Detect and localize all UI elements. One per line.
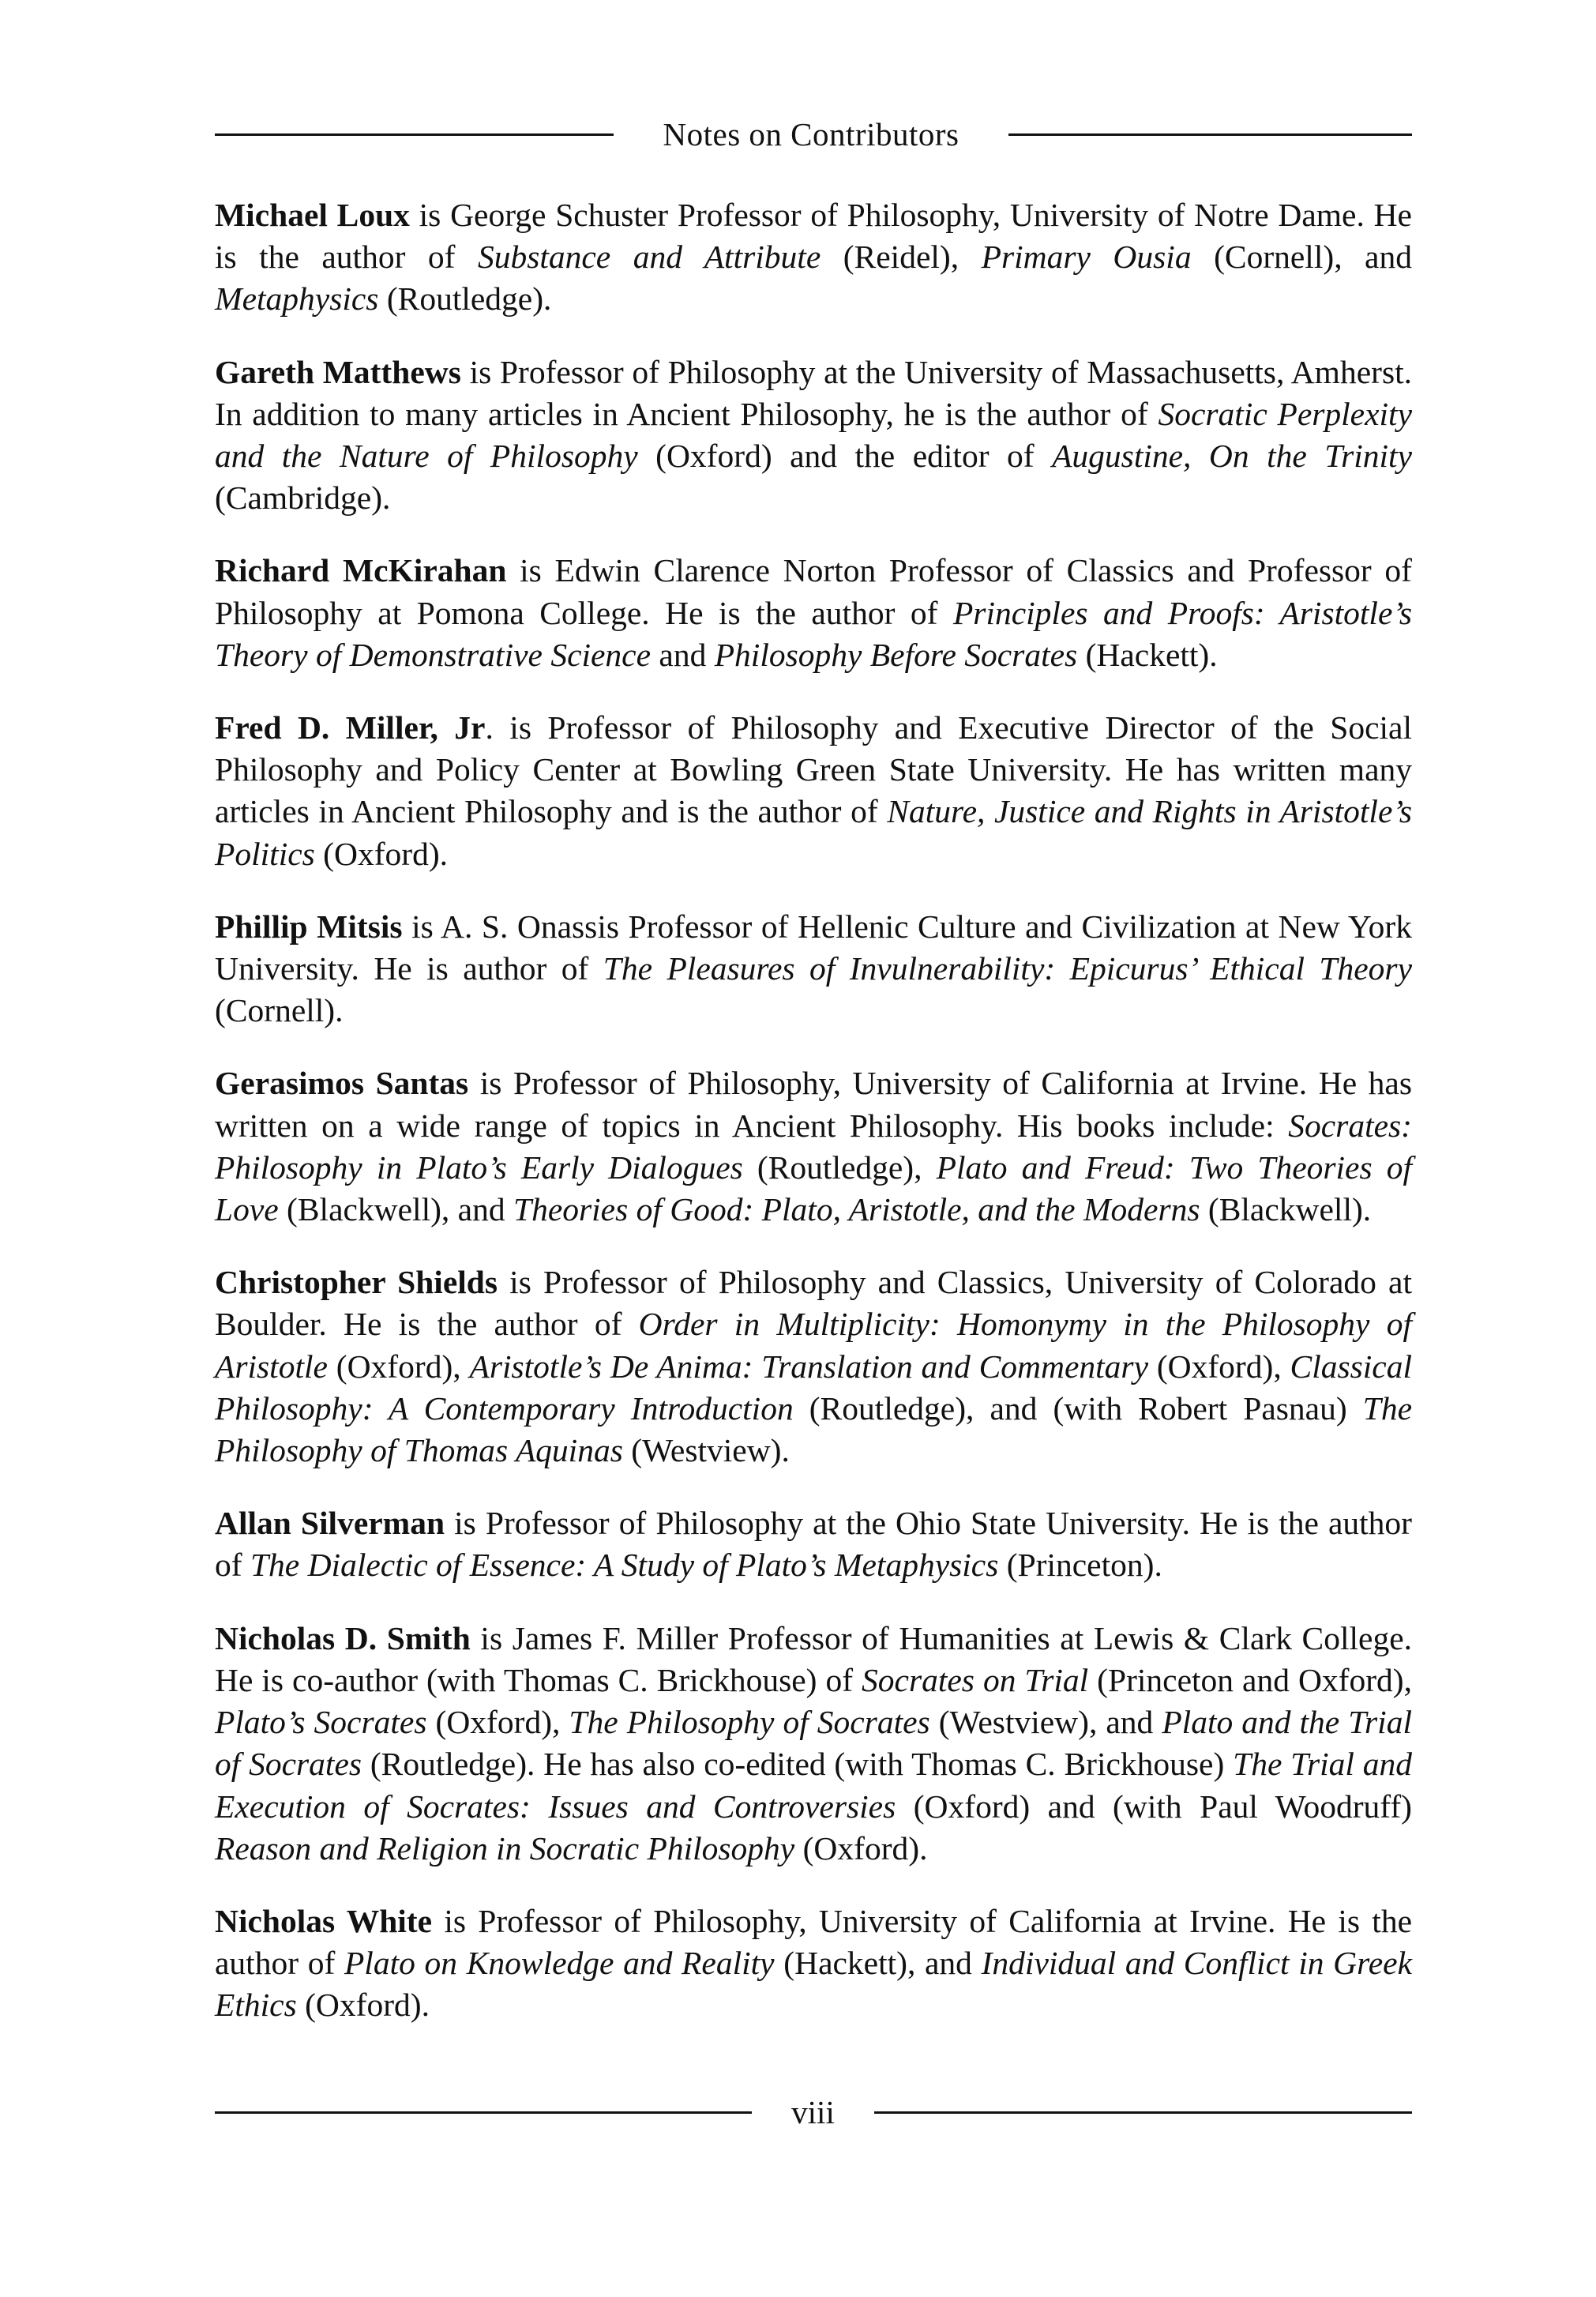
contributor-name: Fred D. Miller, Jr <box>215 709 486 746</box>
bio-text: is A. S. Onassis Professor of Hellenic Culture and Civilization at New York University. He is author of <box>215 908 1413 987</box>
bio-text: (Routledge), <box>742 1148 937 1186</box>
bio-text: (Reidel), <box>821 239 982 276</box>
bio-text: (Oxford), <box>1148 1348 1290 1385</box>
contributor-name: Allan Silverman <box>215 1505 445 1542</box>
contributor-name: Gareth Matthews <box>215 353 461 390</box>
contributor-name: Michael Loux <box>215 197 410 233</box>
page-number: viii <box>791 2094 835 2130</box>
book-title: The Philosophy of Socrates <box>569 1704 930 1741</box>
contributor-entry <box>215 352 1412 520</box>
contributor-entry <box>215 550 1412 676</box>
contributor-entry <box>215 906 1412 1032</box>
contributor-entry <box>215 1261 1412 1472</box>
header-rule-right <box>1008 133 1412 136</box>
book-title: The Trial and Execution of Socrates: Issues and Controversies <box>215 1746 1412 1825</box>
header-rule-left <box>215 133 614 136</box>
book-title: Plato on Knowledge and Reality <box>344 1945 775 1982</box>
bio-text: (Blackwell), and <box>278 1191 513 1228</box>
contributor-entry <box>215 1618 1412 1870</box>
bio-text: (Oxford), <box>327 1348 470 1385</box>
running-header <box>215 109 1412 160</box>
bio-text: is Edwin Clarence Norton Professor of Classics and Professor of Philosophy at Pomona College. He is the author of <box>215 552 1412 631</box>
bio-text: is Professor of Philosophy, University of California at Irvine. He is the author of <box>215 1902 1413 1982</box>
book-title: Aristotle’s De Anima: Translation and Commentary <box>469 1348 1148 1385</box>
book-title: Socrates on Trial <box>862 1661 1089 1698</box>
book-title: The Philosophy of Thomas Aquinas <box>215 1389 1412 1469</box>
bio-text: (Oxford). <box>794 1829 928 1867</box>
contributor-name: Christopher Shields <box>215 1264 498 1301</box>
bio-text: and <box>651 636 715 673</box>
book-title: The Pleasures of Invulnerability: Epicurus’ Ethical Theory <box>603 950 1412 987</box>
contributor-name: Phillip Mitsis <box>215 908 403 945</box>
bio-text: is Professor of Philosophy at the Ohio State University. He is the author of <box>215 1505 1412 1584</box>
bio-text: (Cornell). <box>215 992 344 1029</box>
book-title: Reason and Religion in Socratic Philosophy <box>215 1829 795 1867</box>
bio-text: (Oxford) and (with Paul Woodruff) <box>896 1788 1412 1825</box>
bio-text: (Princeton). <box>998 1547 1162 1584</box>
bio-text: (Routledge). <box>378 280 552 318</box>
book-title: Order in Multiplicity: Homonymy in the Philosophy of Aristotle <box>215 1306 1412 1385</box>
bio-text: . is Professor of Philosophy and Executive Director of the Social Philosophy and Policy Center at Bowling Green State University. He has written many articles in Ancient Philosophy and is the author of <box>215 709 1412 830</box>
book-title: Individual and Conflict in Greek Ethics <box>215 1945 1412 2024</box>
book-title: Primary Ousia <box>981 239 1192 276</box>
book-title: Socratic Perplexity and the Nature of Philosophy <box>215 395 1412 475</box>
bio-text: (Oxford), <box>426 1704 569 1741</box>
book-title: Socrates: Philosophy in Plato’s Early Dialogues <box>215 1107 1412 1186</box>
bio-text: (Cornell), and <box>1191 239 1412 276</box>
book-title: Theories of Good: Plato, Aristotle, and the Moderns <box>513 1191 1200 1228</box>
bio-text: (Blackwell). <box>1200 1191 1372 1228</box>
book-title: Classical Philosophy: A Contemporary Introduction <box>215 1348 1413 1427</box>
contributor-entry <box>215 707 1412 875</box>
contributor-entry <box>215 1502 1412 1586</box>
contributor-name: Richard McKirahan <box>215 552 507 589</box>
bio-text: is George Schuster Professor of Philosophy, University of Notre Dame. He is the author of <box>215 197 1412 276</box>
bio-text: (Hackett), and <box>774 1945 982 1982</box>
footer-rule-right <box>874 2111 1412 2114</box>
contributor-name: Gerasimos Santas <box>215 1065 469 1102</box>
bio-text: (Hackett). <box>1077 636 1218 673</box>
contributor-name: Nicholas White <box>215 1902 433 1939</box>
bio-text: (Oxford). <box>314 835 449 872</box>
bio-text: is James F. Miller Professor of Humanities at Lewis & Clark College. He is co-author (with Thomas C. Brickhouse) of <box>215 1619 1412 1698</box>
bio-text: (Routledge), and (with Robert Pasnau) <box>793 1389 1363 1427</box>
book-title: Substance and Attribute <box>477 239 821 276</box>
bio-text: (Westview). <box>622 1432 790 1469</box>
contributors-list <box>215 194 1412 2058</box>
bio-text: (Princeton and Oxford), <box>1088 1661 1413 1698</box>
book-title: Augustine, On the Trinity <box>1052 438 1412 475</box>
bio-text: is Professor of Philosophy, University of California at Irvine. He has written on a wide range of topics in Ancient Philosophy. His books include: <box>215 1065 1413 1144</box>
contributor-entry <box>215 1900 1412 2027</box>
book-title: The Dialectic of Essence: A Study of Plato’s Metaphysics <box>250 1547 999 1584</box>
book-title: Principles and Proofs: Aristotle’s Theory of Demonstrative Science <box>215 594 1412 673</box>
book-title: Nature, Justice and Rights in Aristotle’s Politics <box>215 793 1412 872</box>
running-header-title: Notes on Contributors <box>663 116 959 152</box>
footer-rule-left <box>215 2111 752 2114</box>
bio-text: (Oxford) and the editor of <box>637 438 1053 475</box>
book-title: Metaphysics <box>215 280 379 318</box>
bio-text: is Professor of Philosophy and Classics, University of Colorado at Boulder. He is the author of <box>215 1264 1412 1343</box>
contributor-name: Nicholas D. Smith <box>215 1619 471 1656</box>
contributor-entry <box>215 194 1412 321</box>
book-title: Plato and the Trial of Socrates <box>215 1704 1412 1783</box>
page-footer <box>215 2087 1412 2137</box>
book-title: Plato’s Socrates <box>215 1704 427 1741</box>
bio-text: (Cambridge). <box>215 479 391 517</box>
bio-text: (Westview), and <box>929 1704 1162 1741</box>
book-title: Philosophy Before Socrates <box>714 636 1078 673</box>
bio-text: (Routledge). He has also co-edited (with Thomas C. Brickhouse) <box>362 1746 1234 1783</box>
contributor-entry <box>215 1062 1412 1231</box>
bio-text: is Professor of Philosophy at the University of Massachusetts, Amherst. In addition to many articles in Ancient Philosophy, he is the author of <box>215 353 1413 432</box>
bio-text: (Oxford). <box>296 1987 430 2024</box>
book-title: Plato and Freud: Two Theories of Love <box>215 1148 1412 1228</box>
